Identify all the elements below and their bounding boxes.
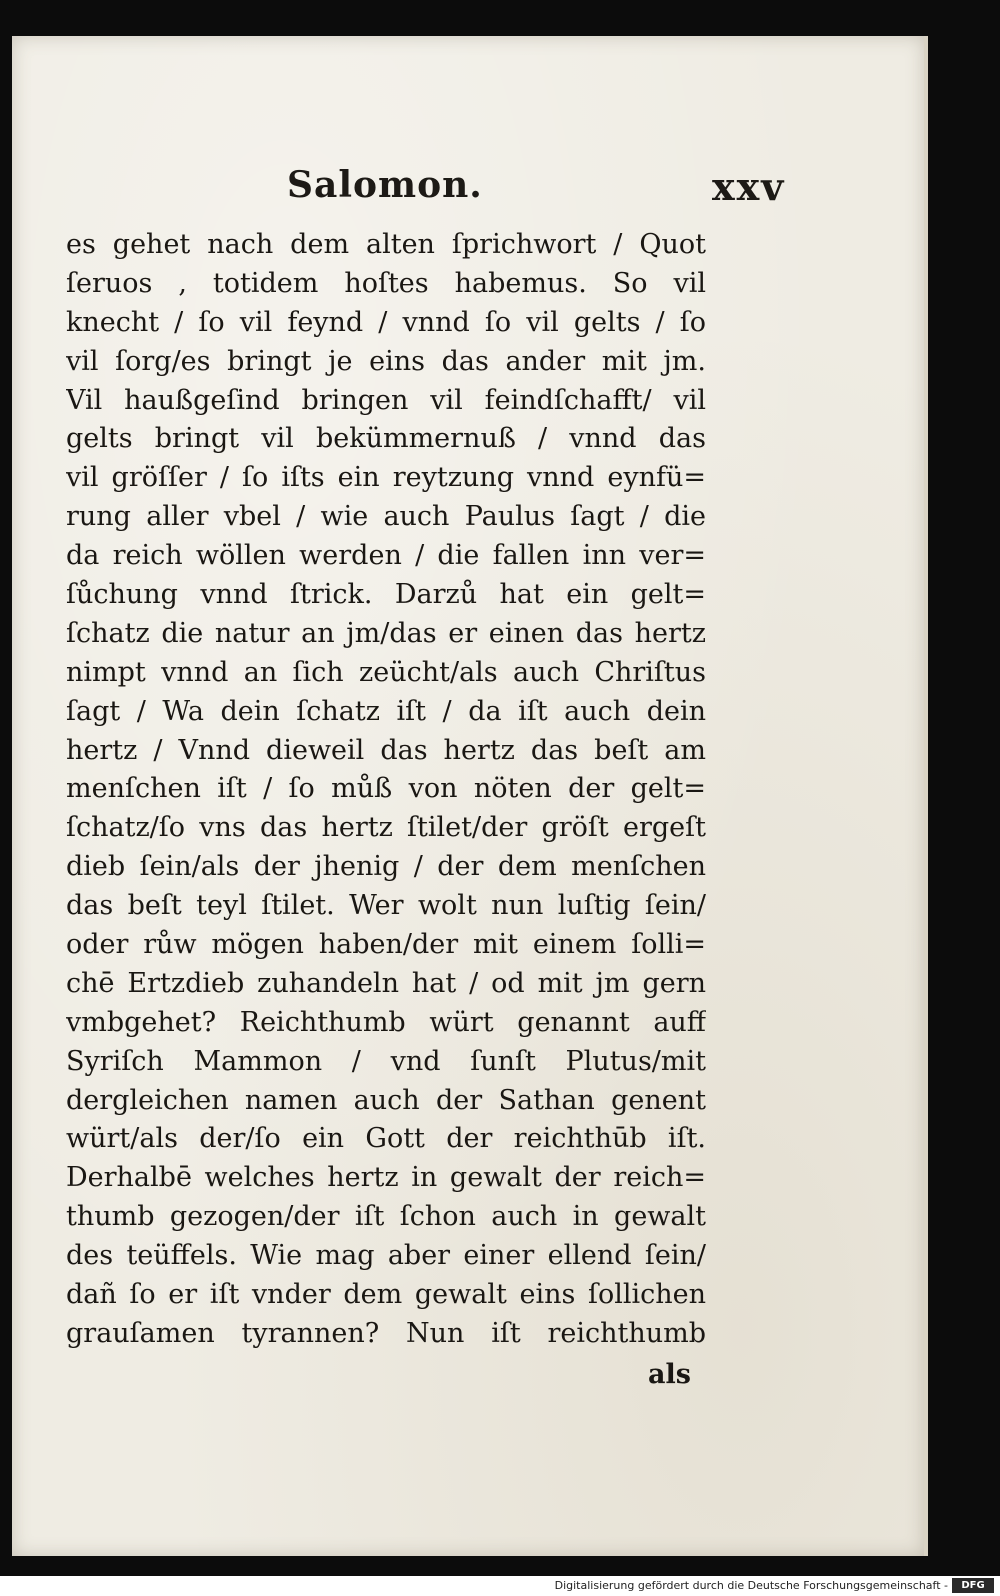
text-line: dañ ſo er iſt vnder dem gewalt eins ſollichen — [66, 1279, 706, 1311]
folio-number: xxv — [712, 164, 786, 209]
text-line: vil ſorg/es bringt je eins das ander mit jm. — [66, 345, 706, 377]
text-line: ſchatz die natur an jm/das er einen das hertz — [66, 617, 706, 649]
text-line: Syriſch Mammon / vnd ſunſt Plutus/mit — [66, 1045, 706, 1077]
funding-credit: Digitalisierung gefördert durch die Deutsche Forschungsgemeinschaft - — [554, 1579, 948, 1592]
text-line: ſchatz/ſo vns das hertz ſtilet/der gröſt ergeſt — [66, 812, 706, 844]
body-text — [66, 226, 706, 1354]
text-line: gelts bringt vil bekümmernuß / vnnd das — [66, 423, 706, 455]
text-line: vmbgehet? Reichthumb würt genannt auff — [66, 1006, 706, 1038]
footer-bar — [0, 1576, 1000, 1596]
text-line: ſeruos , totidem hoſtes habemus. So vil — [66, 267, 706, 299]
text-line: des teüffels. Wie mag aber einer ellend ſein/ — [66, 1240, 706, 1272]
text-line: chē Ertzdieb zuhandeln hat / od mit jm gern — [66, 967, 706, 999]
text-line: hertz / Vnnd dieweil das hertz das beſt am — [66, 734, 706, 766]
running-head-title: Salomon. — [287, 164, 483, 206]
text-line: ſůchung vnnd ſtrick. Darzů hat ein gelt= — [66, 579, 706, 611]
text-line: Derhalbē welches hertz in gewalt der reich= — [66, 1162, 706, 1194]
book-page — [12, 36, 924, 1556]
text-line: das beſt teyl ſtilet. Wer wolt nun luſtig ſein/ — [66, 890, 706, 922]
text-line: würt/als der/ſo ein Gott der reichthūb iſt. — [66, 1123, 706, 1155]
text-line: thumb gezogen/der iſt ſchon auch in gewalt — [66, 1201, 706, 1233]
text-line: da reich wöllen werden / die fallen inn ver= — [66, 540, 706, 572]
text-line: nimpt vnnd an ſich zeücht/als auch Chriſtus — [66, 656, 706, 688]
text-line: Vil haußgeſind bringen vil feindſchafft/ vil — [66, 384, 706, 416]
text-line: knecht / ſo vil feynd / vnnd ſo vil gelts / ſo — [66, 306, 706, 338]
text-line: es gehet nach dem alten ſprichwort / Quot — [66, 229, 706, 260]
catchword: als — [648, 1359, 691, 1390]
text-line: dieb ſein/als der jhenig / der dem menſchen — [66, 851, 706, 883]
text-line: grauſamen tyrannen? Nun iſt reichthumb — [66, 1317, 706, 1349]
text-line: ſagt / Wa dein ſchatz iſt / da iſt auch dein — [66, 695, 706, 727]
text-line: oder růw mögen haben/der mit einem ſolli= — [66, 929, 706, 961]
text-line: rung aller vbel / wie auch Paulus ſagt / die — [66, 501, 706, 533]
text-line: vil gröſſer / ſo iſts ein reytzung vnnd eynfü= — [66, 462, 706, 494]
page-edge — [924, 36, 928, 1556]
text-line: dergleichen namen auch der Sathan genent — [66, 1084, 706, 1116]
dfg-logo: DFG — [952, 1578, 994, 1593]
text-line: menſchen iſt / ſo můß von nöten der gelt= — [66, 773, 706, 805]
